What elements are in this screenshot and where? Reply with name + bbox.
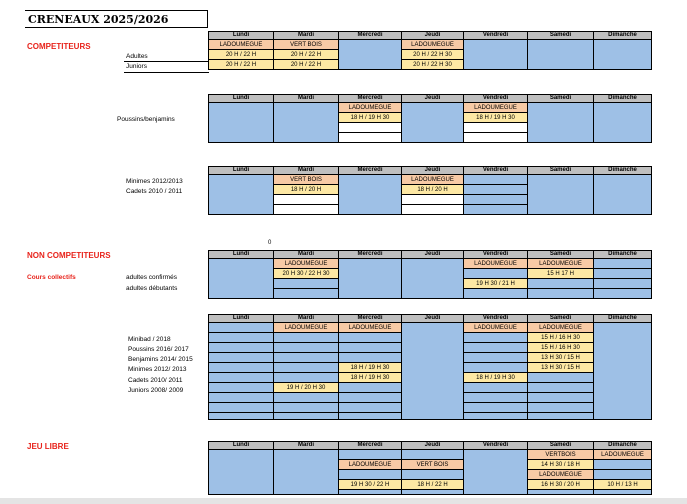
cell-location: VERT BOIS xyxy=(274,40,339,50)
cell-time: 13 H 30 / 15 H xyxy=(528,363,594,373)
day-header: Vendredi xyxy=(464,167,528,175)
section-jeu-libre: JEU LIBRE xyxy=(27,442,69,451)
cell-time: 16 H 30 / 20 H xyxy=(528,480,594,490)
cell-time: 13 H 30 / 15 H xyxy=(528,353,594,363)
day-header: Samedi xyxy=(528,32,594,40)
cell-time: 20 H / 22 H xyxy=(209,50,274,60)
day-header: Mardi xyxy=(274,442,339,450)
day-header: Mercredi xyxy=(339,95,402,103)
cell-time: 18 H / 19 H 30 xyxy=(339,363,402,373)
day-header: Vendredi xyxy=(464,95,528,103)
day-header: Jeudi xyxy=(402,167,464,175)
day-header: Mercredi xyxy=(339,32,402,40)
schedule-table-adultes xyxy=(208,31,652,70)
cell-time: 19 H 30 / 21 H xyxy=(464,279,528,289)
cell-time: 20 H / 22 H 30 xyxy=(402,60,464,70)
day-header: Lundi xyxy=(209,167,274,175)
day-header: Dimanche xyxy=(594,32,652,40)
day-header: Samedi xyxy=(528,251,594,259)
cell-location: LADOUMEGUE xyxy=(528,323,594,333)
day-header: Samedi xyxy=(528,315,594,323)
cell-time: 19 H / 20 H 30 xyxy=(274,383,339,393)
day-header: Mardi xyxy=(274,95,339,103)
day-header: Dimanche xyxy=(594,315,652,323)
schedule-table-cours-adultes xyxy=(208,250,652,299)
cell-location: LADOUMEGUE xyxy=(464,259,528,269)
cell-location: VERT BOIS xyxy=(274,175,339,185)
day-header: Jeudi xyxy=(402,442,464,450)
label-poussins: Poussins 2016/ 2017 xyxy=(128,346,189,353)
cell-time: 18 H / 19 H 30 xyxy=(339,373,402,383)
cell-location: LADOUMEGUE xyxy=(339,460,402,470)
day-header: Samedi xyxy=(528,442,594,450)
day-header: Dimanche xyxy=(594,95,652,103)
schedule-table-jeu-libre xyxy=(208,441,652,495)
day-header: Lundi xyxy=(209,32,274,40)
day-header: Lundi xyxy=(209,251,274,259)
label-minimes2: Minimes 2012/ 2013 xyxy=(128,366,187,373)
cell-time: 20 H / 22 H xyxy=(274,50,339,60)
day-header: Samedi xyxy=(528,167,594,175)
cell-time: 15 H 17 H xyxy=(528,269,594,279)
day-header: Dimanche xyxy=(594,167,652,175)
cell-location: LADOUMEGUE xyxy=(594,450,652,460)
day-header: Lundi xyxy=(209,95,274,103)
day-header: Vendredi xyxy=(464,32,528,40)
cell-time: 15 H / 16 H 30 xyxy=(528,343,594,353)
day-header: Vendredi xyxy=(464,442,528,450)
cell-location: LADOUMEGUE xyxy=(339,103,402,113)
label-adultes: Adultes xyxy=(126,53,148,60)
day-header: Dimanche xyxy=(594,251,652,259)
cell-location: LADOUMEGUE xyxy=(274,323,339,333)
schedule-table-poussins xyxy=(208,94,652,143)
label-cadets2: Cadets 2010/ 2011 xyxy=(128,377,183,384)
day-header: Mardi xyxy=(274,251,339,259)
cell-time: 18 H / 19 H 30 xyxy=(339,113,402,123)
day-header: Vendredi xyxy=(464,315,528,323)
day-header: Mercredi xyxy=(339,167,402,175)
cell-location: LADOUMEGUE xyxy=(402,40,464,50)
page-title: CRENEAUX 2025/2026 xyxy=(25,10,208,28)
day-header: Mercredi xyxy=(339,442,402,450)
cell-location: LADOUMEGUE xyxy=(464,103,528,113)
day-header: Jeudi xyxy=(402,95,464,103)
day-header: Jeudi xyxy=(402,315,464,323)
cell-time: 20 H / 22 H 30 xyxy=(402,50,464,60)
section-non-competiteurs: NON COMPETITEURS xyxy=(27,251,111,260)
cell-time: 18 H / 19 H 30 xyxy=(464,373,528,383)
section-cours-collectifs: Cours collectifs xyxy=(27,274,76,281)
cell-location: LADOUMEGUE xyxy=(339,323,402,333)
day-header: Samedi xyxy=(528,95,594,103)
day-header: Vendredi xyxy=(464,251,528,259)
cell-time: 10 H / 13 H xyxy=(594,480,652,490)
cell-time: 20 H / 22 H xyxy=(209,60,274,70)
cell-location: LADOUMEGUE xyxy=(528,259,594,269)
cell-time: 15 H / 16 H 30 xyxy=(528,333,594,343)
day-header: Jeudi xyxy=(402,32,464,40)
cell-location: LADOUMEGUE xyxy=(528,470,594,480)
cell-location: VERTBOIS xyxy=(528,450,594,460)
day-header: Mardi xyxy=(274,32,339,40)
stray-zero: 0 xyxy=(268,240,272,246)
cell-time: 18 H / 22 H xyxy=(402,480,464,490)
label-benjamins: Benjamins 2014/ 2015 xyxy=(128,356,193,363)
cell-time: 18 H / 20 H xyxy=(274,185,339,195)
cell-location: LADOUMEGUE xyxy=(274,259,339,269)
cell-time: 19 H 30 / 22 H xyxy=(339,480,402,490)
label-minimes: Minimes 2012/2013 xyxy=(126,178,183,185)
cell-time: 20 H / 22 H xyxy=(274,60,339,70)
cell-location: LADOUMEGUE xyxy=(464,323,528,333)
label-juniors: Juniors xyxy=(126,63,147,70)
label-poussins-benjamins: Poussins/benjamins xyxy=(117,116,175,123)
day-header: Lundi xyxy=(209,442,274,450)
schedule-table-cours-jeunes xyxy=(208,314,652,420)
day-header: Dimanche xyxy=(594,442,652,450)
label-minibad: Minibad / 2018 xyxy=(128,336,171,343)
schedule-table-minimes xyxy=(208,166,652,215)
cell-time: 20 H 30 / 22 H 30 xyxy=(274,269,339,279)
label-adultes-debutants: adultes débutants xyxy=(126,285,178,292)
day-header: Mardi xyxy=(274,315,339,323)
cell-time: 18 H / 19 H 30 xyxy=(464,113,528,123)
cell-location: VERT BOIS xyxy=(402,460,464,470)
cell-time: 14 H 30 / 18 H xyxy=(528,460,594,470)
day-header: Mercredi xyxy=(339,315,402,323)
day-header: Lundi xyxy=(209,315,274,323)
day-header: Jeudi xyxy=(402,251,464,259)
section-competiteurs: COMPETITEURS xyxy=(27,42,91,51)
day-header: Mercredi xyxy=(339,251,402,259)
cell-location: LADOUMEGUE xyxy=(402,175,464,185)
window-bottom-strip xyxy=(0,498,687,504)
day-header: Mardi xyxy=(274,167,339,175)
label-juniors2: Juniors 2008/ 2009 xyxy=(128,387,184,394)
cell-location: LADOUMEGUE xyxy=(209,40,274,50)
label-adultes-confirmes: adultes confirmés xyxy=(126,274,177,281)
label-cadets: Cadets 2010 / 2011 xyxy=(126,188,183,195)
cell-time: 18 H / 20 H xyxy=(402,185,464,195)
